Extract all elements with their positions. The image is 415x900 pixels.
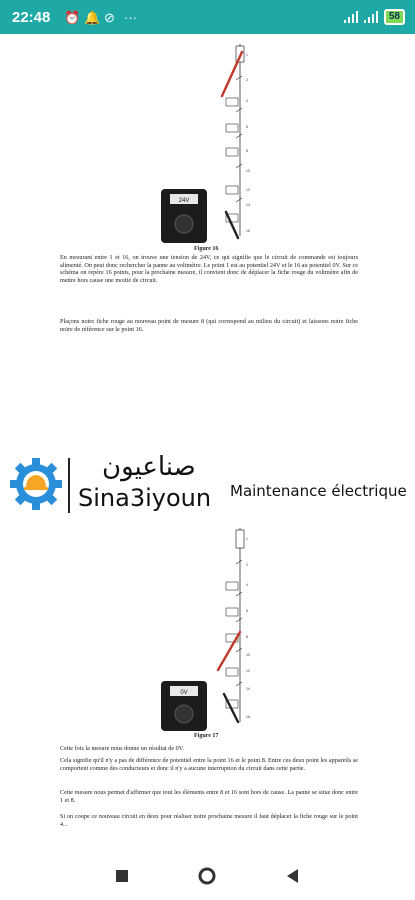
sync-icon: ⊘	[104, 10, 115, 25]
svg-text:8: 8	[246, 149, 248, 153]
svg-text:12: 12	[246, 188, 250, 192]
svg-text:1: 1	[246, 53, 248, 57]
svg-text:14: 14	[246, 687, 250, 691]
battery-icon: 58	[384, 9, 405, 25]
status-bar	[0, 0, 415, 34]
figure17-paragraph2: Cette mesure nous permet d'affirmer que tout les éléments entre 8 et 16 sont hors de cause. La panne se situe donc entre 1 et 8.	[60, 789, 358, 804]
alarm-icon: ⏰	[64, 10, 81, 25]
multimeter-icon	[160, 680, 208, 732]
status-right	[344, 9, 405, 25]
logo-divider	[68, 458, 70, 513]
figure17-paragraph1: Cela signifie qu'il n'y a pas de différence de potentiel entre la point 16 et le point 8. Entre ces deux point les appareils se comportent comme des conducteurs et donc il n'y a aucune interruption du circuit dans cette partie.	[60, 757, 358, 772]
svg-text:4: 4	[246, 583, 248, 587]
svg-text:24V: 24V	[178, 198, 190, 204]
figure17-paragraph3: Si on coupe ce nouveau circuit en deux pour réaliser notre prochaine mesure il faut déplacer la fiche rouge sur le point 4...	[60, 813, 358, 828]
notification-bell-icon: 🔔	[84, 10, 101, 25]
svg-text:12: 12	[246, 669, 250, 673]
svg-text:1: 1	[246, 537, 248, 541]
svg-text:0V: 0V	[180, 690, 188, 696]
svg-text:10: 10	[246, 653, 250, 657]
svg-text:2: 2	[246, 563, 248, 567]
system-navigation-bar	[0, 852, 415, 900]
brand-arabic-name: صناعيون	[102, 452, 196, 482]
svg-text:2: 2	[246, 78, 248, 82]
svg-text:16: 16	[246, 715, 250, 719]
brand-latin-name: Sina3iyoun	[78, 484, 212, 512]
svg-text:4: 4	[246, 99, 248, 103]
svg-text:8: 8	[246, 635, 248, 639]
document-title: Maintenance électrique	[230, 482, 407, 500]
home-button[interactable]	[197, 866, 217, 886]
recent-apps-button[interactable]	[112, 866, 132, 886]
signal-icon-2	[364, 11, 378, 23]
figure16-paragraph1: En mesurant entre 1 et 16, on trouve une tension de 24V, ce qui signifie que le circuit de commande est toujours alimenté. On peut donc rechercher la panne au voltmètre. Le point 1 est au potentiel 24V et le 16 au potentiel 0V. Sur ce schéma on repère 16 points, pour la prochaine mesure, il convient donc de déplacer la fiche rouge du voltmètre afin de mettre hors cause une moitié de circuit.	[60, 254, 358, 284]
svg-text:6: 6	[246, 125, 248, 129]
sina3iyoun-logo-gear-icon	[8, 456, 64, 512]
back-button[interactable]	[283, 866, 303, 886]
svg-text:6: 6	[246, 609, 248, 613]
figure17-line1: Cette fois la mesure nous donne un résultat de 0V.	[60, 745, 184, 752]
svg-text:10: 10	[246, 169, 250, 173]
figure17-caption: Figure 17	[194, 733, 219, 739]
signal-icon-1	[344, 11, 358, 23]
svg-text:14: 14	[246, 203, 250, 207]
figure16-caption: Figure 16	[194, 246, 219, 252]
figure16-paragraph2: Plaçons notre fiche rouge au nouveau point de mesure 8 (qui correspond au milieu du circuit) et laissons notre fiche noire de référence sur le point 16.	[60, 318, 358, 333]
multimeter-icon	[160, 188, 208, 244]
more-dots-icon: ···	[124, 10, 137, 25]
clock: 22:48	[12, 9, 51, 26]
svg-text:16: 16	[246, 229, 250, 233]
